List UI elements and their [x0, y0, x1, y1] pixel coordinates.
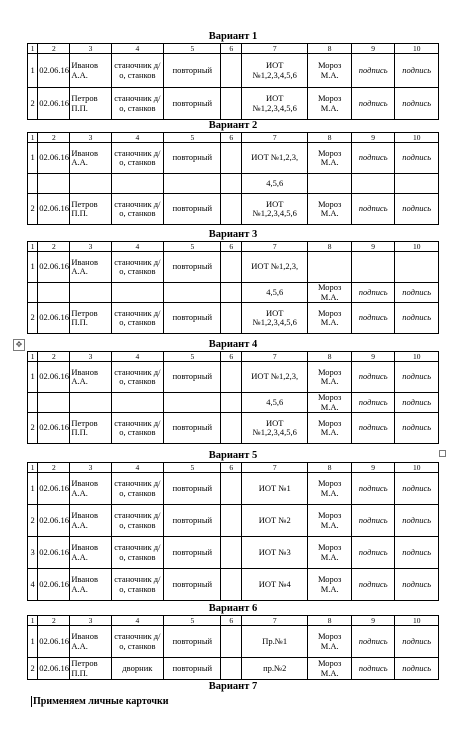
position-cell[interactable]: станочник д/о, станков [111, 505, 164, 537]
sig-instructor-cell[interactable] [351, 174, 395, 194]
column-number-cell: 1 [28, 463, 38, 473]
column-number-cell: 7 [242, 242, 308, 252]
final-paragraph[interactable]: Применяем личные карточки [33, 696, 169, 707]
num-cell[interactable]: 2 [28, 658, 38, 680]
table-row [28, 569, 439, 601]
column-number-row [28, 463, 439, 473]
position-cell[interactable]: станочник д/о, станков [111, 303, 164, 334]
position-cell[interactable]: станочник д/о, станков [111, 473, 164, 505]
type-cell[interactable] [164, 283, 221, 303]
instructor-cell[interactable]: Мороз М.А. [308, 283, 352, 303]
name-cell[interactable] [70, 174, 111, 194]
sig-employee-cell[interactable]: подпись [395, 303, 439, 334]
position-cell[interactable]: станочник д/о, станков [111, 54, 164, 88]
date-cell[interactable]: 02.06.16 [38, 626, 70, 658]
num-cell[interactable] [28, 174, 38, 194]
name-cell[interactable]: Петров П.П. [70, 88, 111, 120]
date-cell[interactable]: 02.06.16 [38, 88, 70, 120]
instructor-cell[interactable]: Мороз М.А. [308, 413, 352, 444]
instruction-cell[interactable]: ИОТ №3 [242, 537, 308, 569]
instruction-cell[interactable]: ИОТ №1 [242, 473, 308, 505]
reason-cell[interactable] [221, 194, 242, 225]
instructor-cell[interactable]: Мороз М.А. [308, 54, 352, 88]
instructor-cell[interactable]: Мороз М.А. [308, 505, 352, 537]
num-cell[interactable]: 1 [28, 473, 38, 505]
date-cell[interactable]: 02.06.16 [38, 54, 70, 88]
type-cell[interactable]: повторный [164, 658, 221, 680]
instruction-cell[interactable]: Пр.№1 [242, 626, 308, 658]
position-cell[interactable]: станочник д/о, станков [111, 194, 164, 225]
reason-cell[interactable] [221, 174, 242, 194]
date-cell[interactable]: 02.06.16 [38, 362, 70, 393]
reason-cell[interactable] [221, 505, 242, 537]
column-number-cell: 7 [242, 616, 308, 626]
date-cell[interactable]: 02.06.16 [38, 505, 70, 537]
reason-cell[interactable] [221, 537, 242, 569]
type-cell[interactable]: повторный [164, 54, 221, 88]
position-cell[interactable]: станочник д/о, станков [111, 143, 164, 174]
type-cell[interactable]: повторный [164, 569, 221, 601]
column-number-cell: 10 [395, 242, 439, 252]
column-number-cell: 10 [395, 133, 439, 143]
date-cell[interactable] [38, 393, 70, 413]
num-cell[interactable]: 1 [28, 54, 38, 88]
sig-instructor-cell[interactable]: подпись [351, 537, 395, 569]
column-number-cell: 10 [395, 616, 439, 626]
position-cell[interactable] [111, 393, 164, 413]
instruction-cell[interactable]: пр.№2 [242, 658, 308, 680]
variant-4-table [27, 351, 439, 444]
sig-instructor-cell[interactable]: подпись [351, 505, 395, 537]
position-cell[interactable]: станочник д/о, станков [111, 413, 164, 444]
reason-cell[interactable] [221, 626, 242, 658]
date-cell[interactable]: 02.06.16 [38, 658, 70, 680]
name-cell[interactable]: Петров П.П. [70, 194, 111, 225]
instructor-cell[interactable]: Мороз М.А. [308, 88, 352, 120]
variant-5-table [27, 462, 439, 601]
num-cell[interactable]: 2 [28, 303, 38, 334]
position-cell[interactable] [111, 174, 164, 194]
column-number-cell: 8 [308, 463, 352, 473]
variant-2-title: Вариант 2 [208, 120, 258, 131]
reason-cell[interactable] [221, 362, 242, 393]
sig-instructor-cell[interactable]: подпись [351, 473, 395, 505]
table-row [28, 413, 439, 444]
sig-instructor-cell[interactable]: подпись [351, 143, 395, 174]
reason-cell[interactable] [221, 658, 242, 680]
table-row [28, 393, 439, 413]
instruction-cell[interactable]: ИОТ №1,2,3,4,5,6 [242, 88, 308, 120]
name-cell[interactable]: Петров П.П. [70, 658, 111, 680]
sig-instructor-cell[interactable]: подпись [351, 283, 395, 303]
column-number-cell: 1 [28, 242, 38, 252]
column-number-cell: 4 [111, 616, 164, 626]
position-cell[interactable]: дворник [111, 658, 164, 680]
instruction-cell[interactable]: ИОТ №1,2,3,4,5,6 [242, 54, 308, 88]
column-number-cell: 6 [221, 352, 242, 362]
date-cell[interactable]: 02.06.16 [38, 473, 70, 505]
type-cell[interactable]: повторный [164, 362, 221, 393]
num-cell[interactable]: 2 [28, 88, 38, 120]
table-move-handle-icon[interactable]: ✥ [13, 339, 25, 351]
column-number-row [28, 616, 439, 626]
type-cell[interactable]: повторный [164, 88, 221, 120]
type-cell[interactable]: повторный [164, 537, 221, 569]
column-number-cell: 4 [111, 44, 164, 54]
position-cell[interactable]: станочник д/о, станков [111, 88, 164, 120]
table-row [28, 54, 439, 88]
column-number-cell: 8 [308, 352, 352, 362]
variant-3-table [27, 241, 439, 334]
sig-instructor-cell[interactable]: подпись [351, 626, 395, 658]
sig-instructor-cell[interactable]: подпись [351, 194, 395, 225]
num-cell[interactable]: 1 [28, 252, 38, 283]
column-number-cell: 4 [111, 463, 164, 473]
instructor-cell[interactable]: Мороз М.А. [308, 626, 352, 658]
type-cell[interactable] [164, 174, 221, 194]
sig-employee-cell[interactable]: подпись [395, 537, 439, 569]
column-number-cell: 1 [28, 133, 38, 143]
column-number-cell: 9 [351, 352, 395, 362]
num-cell[interactable]: 1 [28, 362, 38, 393]
table-row [28, 283, 439, 303]
reason-cell[interactable] [221, 252, 242, 283]
column-number-cell: 4 [111, 352, 164, 362]
table-resize-handle-icon[interactable] [439, 450, 446, 457]
instructor-cell[interactable]: Мороз М.А. [308, 658, 352, 680]
column-number-cell: 2 [38, 616, 70, 626]
name-cell[interactable] [70, 393, 111, 413]
table-row [28, 88, 439, 120]
column-number-cell: 3 [70, 133, 111, 143]
instruction-cell[interactable]: ИОТ №1,2,3,4,5,6 [242, 303, 308, 334]
table-row [28, 626, 439, 658]
instructor-cell[interactable] [308, 252, 352, 283]
type-cell[interactable]: повторный [164, 413, 221, 444]
variant-3-title: Вариант 3 [208, 229, 258, 240]
sig-employee-cell[interactable]: подпись [395, 626, 439, 658]
column-number-cell: 6 [221, 44, 242, 54]
sig-employee-cell[interactable]: подпись [395, 194, 439, 225]
column-number-row [28, 352, 439, 362]
column-number-cell: 8 [308, 133, 352, 143]
column-number-cell: 5 [164, 463, 221, 473]
instruction-cell[interactable]: ИОТ №2 [242, 505, 308, 537]
instruction-cell[interactable]: ИОТ №1,2,3, [242, 252, 308, 283]
date-cell[interactable]: 02.06.16 [38, 303, 70, 334]
date-cell[interactable] [38, 283, 70, 303]
name-cell[interactable]: Иванов А.А. [70, 362, 111, 393]
date-cell[interactable]: 02.06.16 [38, 413, 70, 444]
sig-instructor-cell[interactable]: подпись [351, 54, 395, 88]
reason-cell[interactable] [221, 413, 242, 444]
column-number-row [28, 133, 439, 143]
column-number-cell: 2 [38, 44, 70, 54]
variant-5-title: Вариант 5 [208, 450, 258, 461]
instructor-cell[interactable]: Мороз М.А. [308, 473, 352, 505]
instructor-cell[interactable]: Мороз М.А. [308, 569, 352, 601]
sig-employee-cell[interactable]: подпись [395, 143, 439, 174]
reason-cell[interactable] [221, 283, 242, 303]
instructor-cell[interactable] [308, 174, 352, 194]
column-number-cell: 7 [242, 352, 308, 362]
column-number-cell: 3 [70, 242, 111, 252]
instruction-cell[interactable]: ИОТ №4 [242, 569, 308, 601]
table-row [28, 252, 439, 283]
column-number-cell: 9 [351, 616, 395, 626]
column-number-cell: 6 [221, 133, 242, 143]
column-number-cell: 10 [395, 352, 439, 362]
name-cell[interactable] [70, 283, 111, 303]
column-number-cell: 1 [28, 352, 38, 362]
date-cell[interactable]: 02.06.16 [38, 252, 70, 283]
column-number-cell: 2 [38, 352, 70, 362]
instruction-cell[interactable]: 4,5,6 [242, 393, 308, 413]
sig-employee-cell[interactable]: подпись [395, 473, 439, 505]
column-number-cell: 8 [308, 44, 352, 54]
column-number-cell: 7 [242, 44, 308, 54]
position-cell[interactable]: станочник д/о, станков [111, 626, 164, 658]
sig-instructor-cell[interactable]: подпись [351, 658, 395, 680]
position-cell[interactable]: станочник д/о, станков [111, 537, 164, 569]
sig-employee-cell[interactable]: подпись [395, 362, 439, 393]
column-number-cell: 8 [308, 242, 352, 252]
column-number-cell: 4 [111, 133, 164, 143]
variant-7-title: Вариант 7 [208, 681, 258, 692]
reason-cell[interactable] [221, 393, 242, 413]
sig-instructor-cell[interactable]: подпись [351, 413, 395, 444]
table-row [28, 174, 439, 194]
column-number-cell: 3 [70, 352, 111, 362]
column-number-cell: 9 [351, 463, 395, 473]
column-number-cell: 6 [221, 463, 242, 473]
sig-instructor-cell[interactable]: подпись [351, 362, 395, 393]
variant-4-title: Вариант 4 [208, 339, 258, 350]
sig-instructor-cell[interactable] [351, 252, 395, 283]
name-cell[interactable]: Иванов А.А. [70, 537, 111, 569]
column-number-cell: 2 [38, 133, 70, 143]
column-number-cell: 3 [70, 463, 111, 473]
sig-instructor-cell[interactable]: подпись [351, 393, 395, 413]
num-cell[interactable] [28, 393, 38, 413]
variant-2-table [27, 132, 439, 225]
reason-cell[interactable] [221, 88, 242, 120]
table-row [28, 658, 439, 680]
type-cell[interactable]: повторный [164, 143, 221, 174]
position-cell[interactable]: станочник д/о, станков [111, 252, 164, 283]
name-cell[interactable]: Петров П.П. [70, 413, 111, 444]
instructor-cell[interactable]: Мороз М.А. [308, 143, 352, 174]
column-number-cell: 3 [70, 616, 111, 626]
column-number-cell: 1 [28, 44, 38, 54]
name-cell[interactable]: Иванов А.А. [70, 473, 111, 505]
num-cell[interactable]: 2 [28, 194, 38, 225]
name-cell[interactable]: Иванов А.А. [70, 569, 111, 601]
instruction-cell[interactable]: ИОТ №1,2,3, [242, 143, 308, 174]
sig-employee-cell[interactable]: подпись [395, 283, 439, 303]
instruction-cell[interactable]: 4,5,6 [242, 283, 308, 303]
sig-employee-cell[interactable]: подпись [395, 658, 439, 680]
instructor-cell[interactable]: Мороз М.А. [308, 537, 352, 569]
table-row [28, 362, 439, 393]
variant-1-title: Вариант 1 [208, 31, 258, 42]
sig-employee-cell[interactable]: подпись [395, 393, 439, 413]
num-cell[interactable]: 1 [28, 143, 38, 174]
name-cell[interactable]: Иванов А.А. [70, 252, 111, 283]
sig-employee-cell[interactable]: подпись [395, 413, 439, 444]
sig-employee-cell[interactable]: подпись [395, 54, 439, 88]
type-cell[interactable]: повторный [164, 505, 221, 537]
sig-employee-cell[interactable]: подпись [395, 505, 439, 537]
sig-instructor-cell[interactable]: подпись [351, 569, 395, 601]
sig-employee-cell[interactable] [395, 252, 439, 283]
num-cell[interactable] [28, 283, 38, 303]
instruction-cell[interactable]: 4,5,6 [242, 174, 308, 194]
reason-cell[interactable] [221, 303, 242, 334]
column-number-cell: 6 [221, 616, 242, 626]
column-number-row [28, 242, 439, 252]
date-cell[interactable]: 02.06.16 [38, 143, 70, 174]
position-cell[interactable] [111, 283, 164, 303]
reason-cell[interactable] [221, 54, 242, 88]
column-number-cell: 5 [164, 242, 221, 252]
position-cell[interactable]: станочник д/о, станков [111, 569, 164, 601]
position-cell[interactable]: станочник д/о, станков [111, 362, 164, 393]
name-cell[interactable]: Петров П.П. [70, 303, 111, 334]
type-cell[interactable]: повторный [164, 626, 221, 658]
instruction-cell[interactable]: ИОТ №1,2,3,4,5,6 [242, 413, 308, 444]
table-row [28, 537, 439, 569]
num-cell[interactable]: 2 [28, 505, 38, 537]
sig-employee-cell[interactable] [395, 174, 439, 194]
column-number-cell: 9 [351, 44, 395, 54]
name-cell[interactable]: Иванов А.А. [70, 54, 111, 88]
column-number-cell: 10 [395, 463, 439, 473]
column-number-cell: 7 [242, 463, 308, 473]
name-cell[interactable]: Иванов А.А. [70, 143, 111, 174]
column-number-cell: 6 [221, 242, 242, 252]
column-number-cell: 9 [351, 242, 395, 252]
date-cell[interactable]: 02.06.16 [38, 569, 70, 601]
variant-6-table [27, 615, 439, 680]
sig-employee-cell[interactable]: подпись [395, 88, 439, 120]
instructor-cell[interactable]: Мороз М.А. [308, 393, 352, 413]
type-cell[interactable] [164, 393, 221, 413]
reason-cell[interactable] [221, 143, 242, 174]
table-row [28, 473, 439, 505]
column-number-cell: 10 [395, 44, 439, 54]
column-number-cell: 5 [164, 352, 221, 362]
name-cell[interactable]: Иванов А.А. [70, 626, 111, 658]
reason-cell[interactable] [221, 569, 242, 601]
instructor-cell[interactable]: Мороз М.А. [308, 194, 352, 225]
column-number-cell: 8 [308, 616, 352, 626]
date-cell[interactable]: 02.06.16 [38, 194, 70, 225]
date-cell[interactable] [38, 174, 70, 194]
column-number-row [28, 44, 439, 54]
name-cell[interactable]: Иванов А.А. [70, 505, 111, 537]
date-cell[interactable]: 02.06.16 [38, 537, 70, 569]
type-cell[interactable]: повторный [164, 303, 221, 334]
column-number-cell: 2 [38, 463, 70, 473]
column-number-cell: 7 [242, 133, 308, 143]
num-cell[interactable]: 1 [28, 626, 38, 658]
sig-employee-cell[interactable]: подпись [395, 569, 439, 601]
num-cell[interactable]: 4 [28, 569, 38, 601]
column-number-cell: 4 [111, 242, 164, 252]
table-row [28, 505, 439, 537]
reason-cell[interactable] [221, 473, 242, 505]
num-cell[interactable]: 3 [28, 537, 38, 569]
type-cell[interactable]: повторный [164, 473, 221, 505]
instructor-cell[interactable]: Мороз М.А. [308, 362, 352, 393]
table-row [28, 194, 439, 225]
column-number-cell: 1 [28, 616, 38, 626]
sig-instructor-cell[interactable]: подпись [351, 303, 395, 334]
instruction-cell[interactable]: ИОТ №1,2,3, [242, 362, 308, 393]
type-cell[interactable]: повторный [164, 194, 221, 225]
table-row [28, 303, 439, 334]
column-number-cell: 5 [164, 133, 221, 143]
column-number-cell: 9 [351, 133, 395, 143]
instruction-cell[interactable]: ИОТ №1,2,3,4,5,6 [242, 194, 308, 225]
num-cell[interactable]: 2 [28, 413, 38, 444]
sig-instructor-cell[interactable]: подпись [351, 88, 395, 120]
column-number-cell: 2 [38, 242, 70, 252]
column-number-cell: 5 [164, 44, 221, 54]
table-row [28, 143, 439, 174]
variant-6-title: Вариант 6 [208, 603, 258, 614]
instructor-cell[interactable]: Мороз М.А. [308, 303, 352, 334]
type-cell[interactable]: повторный [164, 252, 221, 283]
column-number-cell: 5 [164, 616, 221, 626]
column-number-cell: 3 [70, 44, 111, 54]
variant-1-table [27, 43, 439, 120]
